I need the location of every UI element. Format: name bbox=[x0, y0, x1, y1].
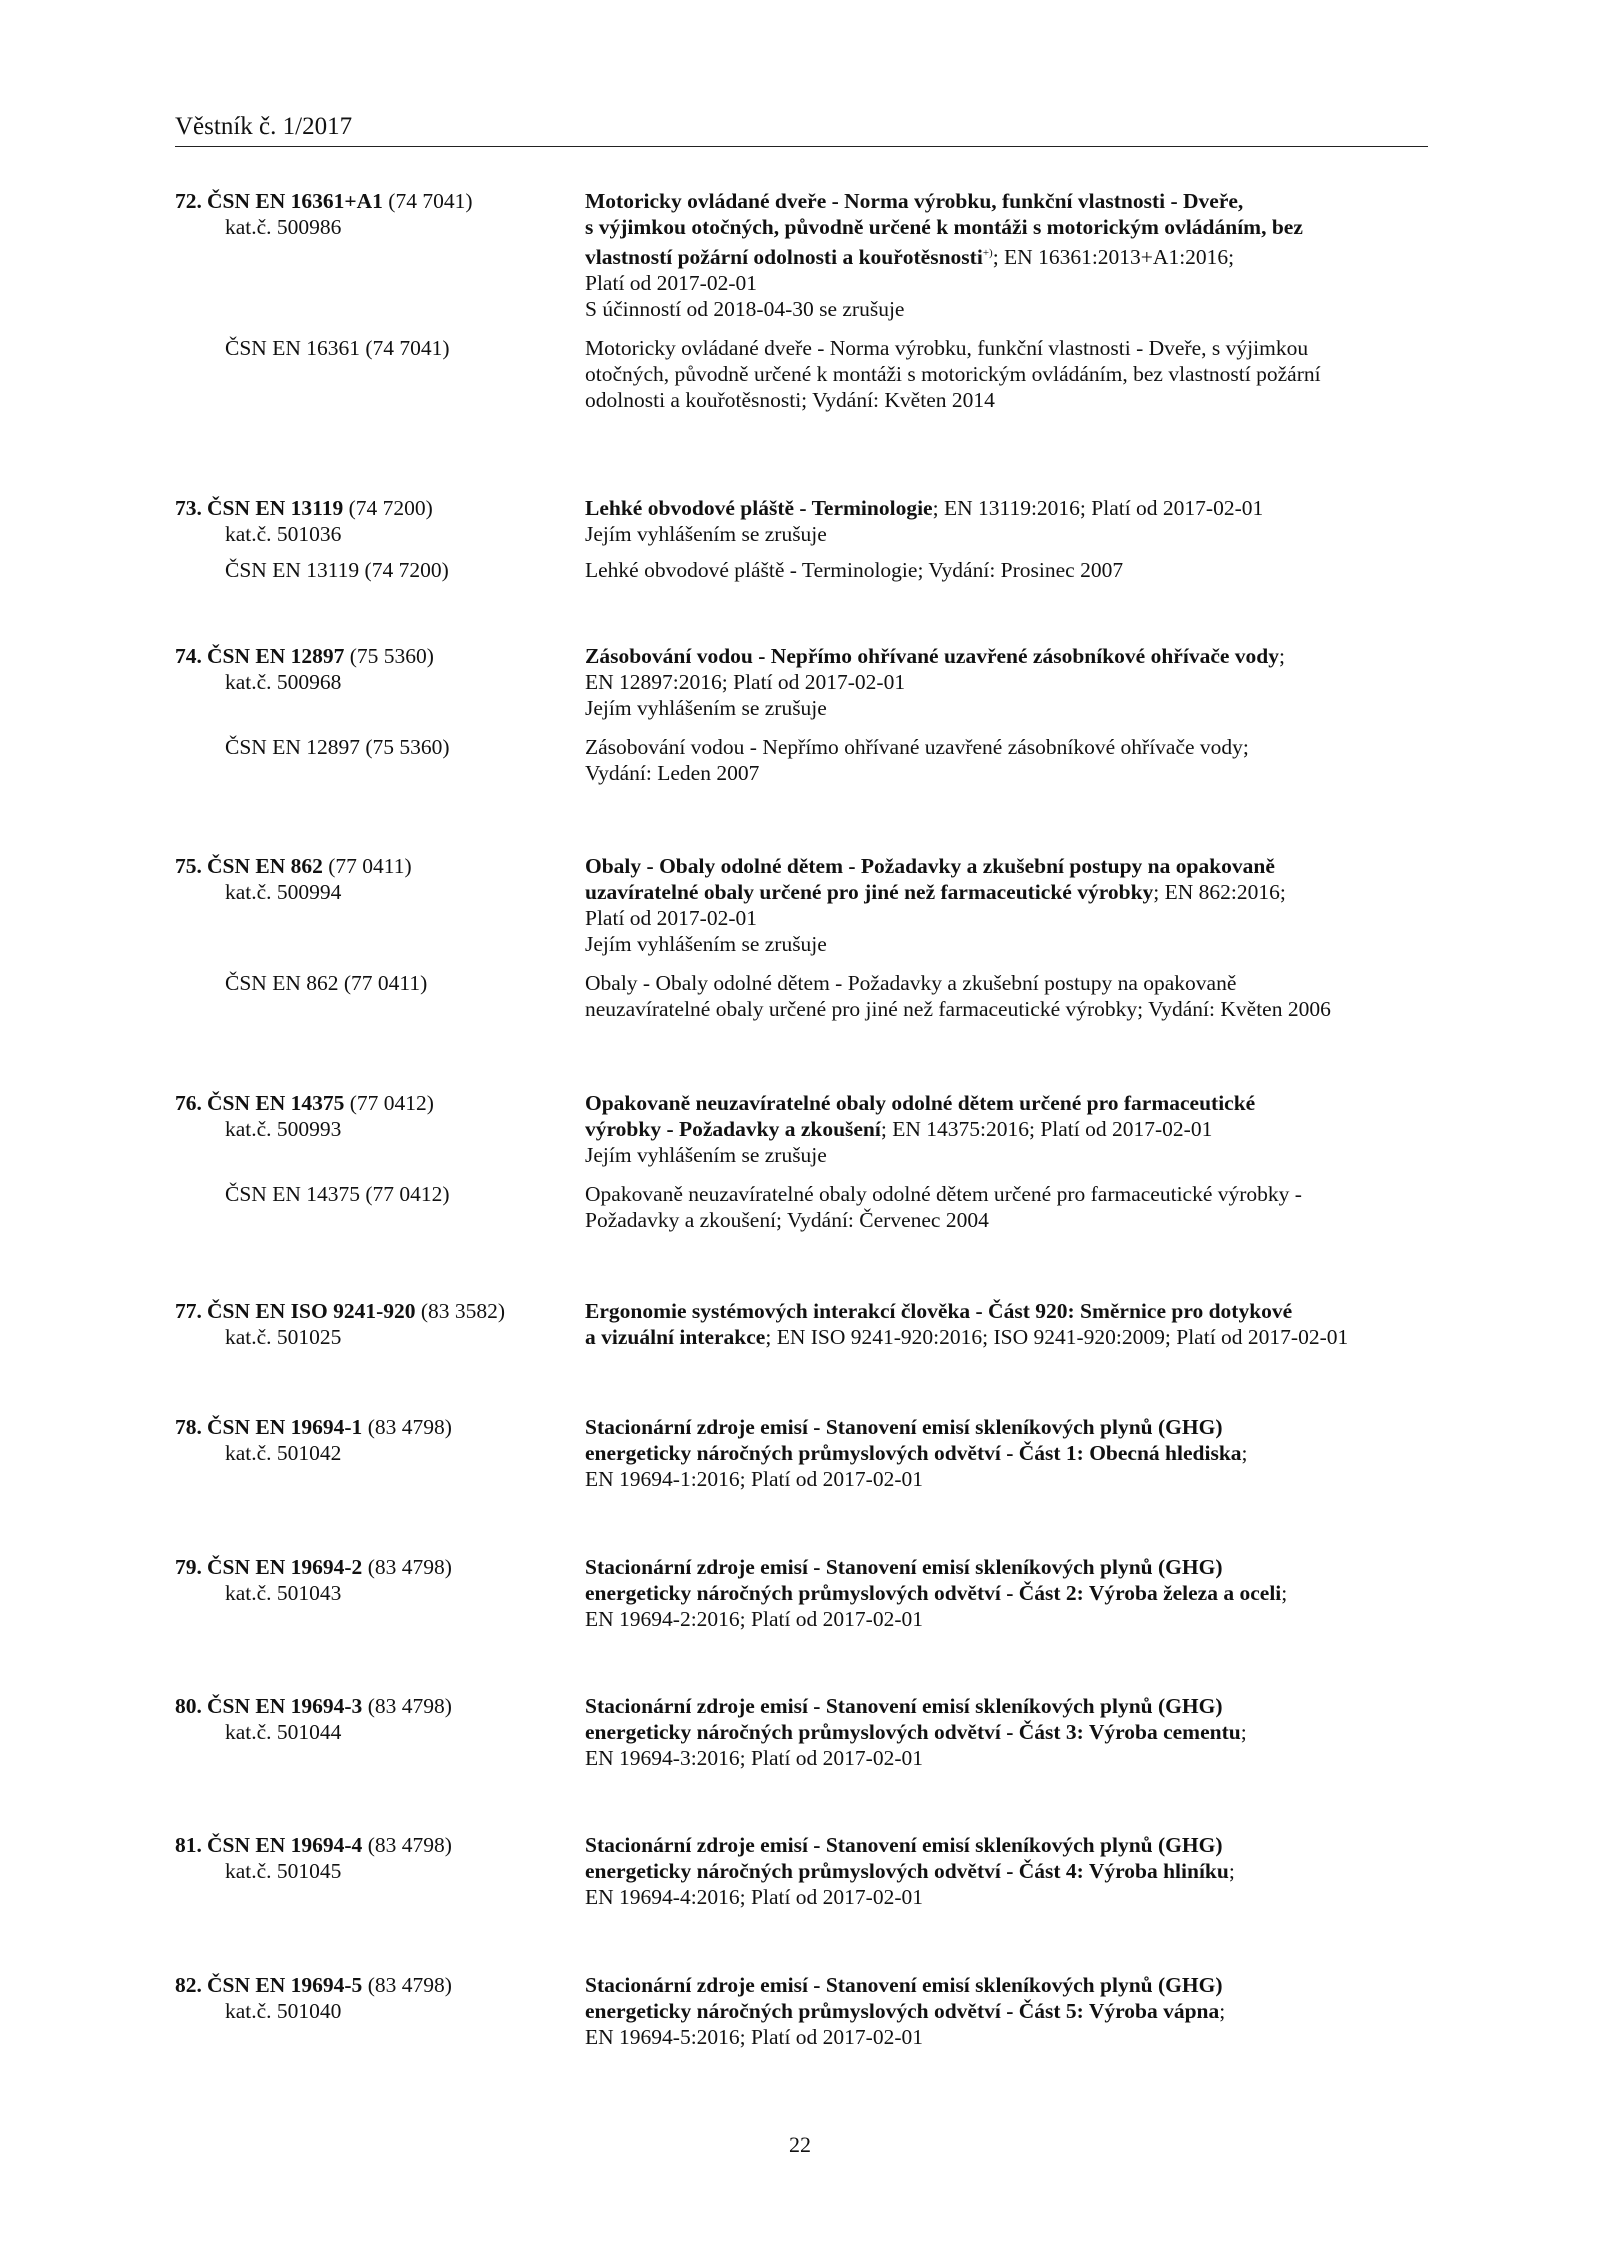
catalog-number: kat.č. 501044 bbox=[225, 1720, 342, 1744]
replaced-standard-title: Vydání: Leden 2007 bbox=[585, 761, 760, 785]
title-line: Obaly - Obaly odolné dětem - Požadavky a zkušební postupy na opakovaně bbox=[585, 854, 1275, 878]
standard-prefix: ČSN EN bbox=[207, 189, 286, 213]
title-tail: ; EN ISO 9241-920:2016; ISO 9241-920:2009; Platí od 2017-02-01 bbox=[765, 1325, 1349, 1349]
validity-line: EN 19694-4:2016; Platí od 2017-02-01 bbox=[585, 1885, 924, 1909]
replaced-standard-title: otočných, původně určené k montáži s motorickým ovládáním, bez vlastností požární bbox=[585, 362, 1321, 387]
validity-line: EN 12897:2016; Platí od 2017-02-01 bbox=[585, 670, 906, 694]
cancellation-line: Jejím vyhlášením se zrušuje bbox=[585, 1143, 827, 1167]
class-code: (83 4798) bbox=[367, 1415, 452, 1439]
cancellation-line: Jejím vyhlášením se zrušuje bbox=[585, 522, 827, 546]
entry-number: 75. bbox=[175, 854, 202, 878]
title-tail: ; bbox=[1228, 1859, 1235, 1883]
standard-entry-81 bbox=[175, 1832, 1428, 1910]
entry-number: 77. bbox=[175, 1299, 202, 1323]
class-code: (83 4798) bbox=[367, 1694, 452, 1718]
title-tail: ; EN 13119:2016; Platí od 2017-02-01 bbox=[932, 496, 1264, 520]
standard-prefix: ČSN EN bbox=[207, 1555, 286, 1579]
validity-line: EN 19694-1:2016; Platí od 2017-02-01 bbox=[585, 1467, 924, 1491]
replaced-standard-title: Požadavky a zkoušení; Vydání: Červenec 2004 bbox=[585, 1208, 989, 1232]
replaced-standard-code: ČSN EN 14375 (77 0412) bbox=[225, 1182, 450, 1206]
catalog-number: kat.č. 500968 bbox=[225, 670, 342, 694]
standard-number: 19694-4 bbox=[290, 1833, 363, 1857]
entry-number: 80. bbox=[175, 1694, 202, 1718]
standard-entry-74 bbox=[175, 643, 1428, 786]
title-line: Stacionární zdroje emisí - Stanovení emisí skleníkových plynů (GHG) bbox=[585, 1833, 1223, 1857]
title-line: Stacionární zdroje emisí - Stanovení emisí skleníkových plynů (GHG) bbox=[585, 1694, 1223, 1718]
catalog-number: kat.č. 501042 bbox=[225, 1441, 342, 1465]
standard-prefix: ČSN EN bbox=[207, 1415, 286, 1439]
standard-prefix: ČSN EN bbox=[207, 1694, 286, 1718]
class-code: (75 5360) bbox=[349, 644, 434, 668]
standard-prefix: ČSN EN bbox=[207, 496, 286, 520]
catalog-number: kat.č. 500986 bbox=[225, 215, 342, 239]
catalog-number: kat.č. 500994 bbox=[225, 880, 342, 904]
title-line: Opakovaně neuzavíratelné obaly odolné dětem určené pro farmaceutické bbox=[585, 1091, 1256, 1115]
validity-line: EN 19694-3:2016; Platí od 2017-02-01 bbox=[585, 1746, 924, 1770]
standard-entry-80 bbox=[175, 1693, 1428, 1771]
replaced-standard-code: ČSN EN 13119 (74 7200) bbox=[225, 558, 449, 582]
title-line: Zásobování vodou - Nepřímo ohřívané uzavřené zásobníkové ohřívače vody bbox=[585, 644, 1279, 668]
replaced-standard-title: odolnosti a kouřotěsnosti; Vydání: Květen 2014 bbox=[585, 388, 995, 413]
standard-entry-75 bbox=[175, 853, 1428, 1022]
standard-entry-82 bbox=[175, 1972, 1428, 2050]
standard-entry-77 bbox=[175, 1298, 1428, 1350]
entry-number: 72. bbox=[175, 189, 202, 213]
title-line: Stacionární zdroje emisí - Stanovení emisí skleníkových plynů (GHG) bbox=[585, 1973, 1223, 1997]
title-tail: ; bbox=[1281, 1581, 1288, 1605]
replaced-standard-title: Motoricky ovládané dveře - Norma výrobku, funkční vlastnosti - Dveře, s výjimkou bbox=[585, 336, 1309, 361]
title-tail: ; EN 16361:2013+A1:2016; bbox=[992, 245, 1235, 270]
title-line: a vizuální interakce bbox=[585, 1325, 766, 1349]
replaced-standard-title: Opakovaně neuzavíratelné obaly odolné dětem určené pro farmaceutické výrobky - bbox=[585, 1182, 1302, 1206]
page-number: 22 bbox=[789, 2132, 811, 2157]
title-line: výrobky - Požadavky a zkoušení bbox=[585, 1117, 881, 1141]
catalog-number: kat.č. 500993 bbox=[225, 1117, 342, 1141]
standard-number: ISO 9241-920 bbox=[290, 1299, 416, 1323]
title-line: energeticky náročných průmyslových odvětví - Část 1: Obecná hlediska bbox=[585, 1441, 1242, 1465]
standard-prefix: ČSN EN bbox=[207, 644, 286, 668]
title-line: Stacionární zdroje emisí - Stanovení emisí skleníkových plynů (GHG) bbox=[585, 1555, 1223, 1579]
standard-prefix: ČSN EN bbox=[207, 1091, 286, 1115]
title-line: Ergonomie systémových interakcí člověka - Část 920: Směrnice pro dotykové bbox=[585, 1299, 1293, 1323]
standard-number: 862 bbox=[290, 854, 323, 878]
entry-number: 79. bbox=[175, 1555, 202, 1579]
catalog-number: kat.č. 501043 bbox=[225, 1581, 342, 1605]
title-line: uzavíratelné obaly určené pro jiné než farmaceutické výrobky bbox=[585, 880, 1154, 904]
entry-number: 76. bbox=[175, 1091, 202, 1115]
validity-line: Platí od 2017-02-01 bbox=[585, 906, 757, 930]
entry-number: 73. bbox=[175, 496, 202, 520]
catalog-number: kat.č. 501045 bbox=[225, 1859, 342, 1883]
entry-number: 78. bbox=[175, 1415, 202, 1439]
class-code: (74 7200) bbox=[348, 496, 433, 520]
catalog-number: kat.č. 501025 bbox=[225, 1325, 342, 1349]
cancellation-line: Jejím vyhlášením se zrušuje bbox=[585, 932, 827, 956]
entry-number: 74. bbox=[175, 644, 202, 668]
standard-prefix: ČSN EN bbox=[207, 1833, 286, 1857]
title-line: Lehké obvodové pláště - Terminologie bbox=[585, 496, 933, 520]
standard-number: 19694-2 bbox=[290, 1555, 363, 1579]
replaced-standard-title: Zásobování vodou - Nepřímo ohřívané uzavřené zásobníkové ohřívače vody; bbox=[585, 735, 1249, 759]
class-code: (74 7041) bbox=[388, 189, 473, 213]
replaced-standard-code: ČSN EN 12897 (75 5360) bbox=[225, 735, 450, 759]
standard-entry-73 bbox=[175, 495, 1428, 583]
title-tail: ; EN 862:2016; bbox=[1153, 880, 1286, 904]
entry-number: 81. bbox=[175, 1833, 202, 1857]
standard-prefix: ČSN EN bbox=[207, 854, 286, 878]
standard-entry-76 bbox=[175, 1090, 1428, 1233]
standard-number: 19694-1 bbox=[290, 1415, 363, 1439]
standard-prefix: ČSN EN bbox=[207, 1299, 286, 1323]
catalog-number: kat.č. 501040 bbox=[225, 1999, 342, 2023]
validity-line: EN 19694-5:2016; Platí od 2017-02-01 bbox=[585, 2025, 924, 2049]
standard-number: 19694-3 bbox=[290, 1694, 363, 1718]
title-tail: ; bbox=[1240, 1720, 1247, 1744]
validity-line: Platí od 2017-02-01 bbox=[585, 271, 757, 296]
title-line: vlastností požární odolnosti a kouřotěsnosti bbox=[585, 245, 983, 270]
cancellation-line: Jejím vyhlášením se zrušuje bbox=[585, 696, 827, 720]
title-tail: ; EN 14375:2016; Platí od 2017-02-01 bbox=[880, 1117, 1213, 1141]
standard-entry-72 bbox=[175, 188, 1428, 413]
class-code: (77 0412) bbox=[349, 1091, 434, 1115]
cancellation-line: S účinností od 2018-04-30 se zrušuje bbox=[585, 297, 905, 322]
journal-title: Věstník č. 1/2017 bbox=[175, 113, 353, 140]
catalog-number: kat.č. 501036 bbox=[225, 522, 342, 546]
title-line: Motoricky ovládané dveře - Norma výrobku, funkční vlastnosti - Dveře, bbox=[585, 189, 1244, 213]
title-line: Stacionární zdroje emisí - Stanovení emisí skleníkových plynů (GHG) bbox=[585, 1415, 1223, 1439]
standard-prefix: ČSN EN bbox=[207, 1973, 286, 1997]
standard-number: 12897 bbox=[290, 644, 345, 668]
replaced-standard-title: neuzavíratelné obaly určené pro jiné než farmaceutické výrobky; Vydání: Květen 2006 bbox=[585, 997, 1331, 1021]
validity-line: EN 19694-2:2016; Platí od 2017-02-01 bbox=[585, 1607, 924, 1631]
title-line: energeticky náročných průmyslových odvětví - Část 3: Výroba cementu bbox=[585, 1720, 1241, 1744]
class-code: (77 0411) bbox=[328, 854, 412, 878]
title-tail: ; bbox=[1241, 1441, 1248, 1465]
title-line: energeticky náročných průmyslových odvětví - Část 4: Výroba hliníku bbox=[585, 1859, 1229, 1883]
entry-number: 82. bbox=[175, 1973, 202, 1997]
replaced-standard-title: Lehké obvodové pláště - Terminologie; Vydání: Prosinec 2007 bbox=[585, 558, 1124, 582]
title-tail: ; bbox=[1279, 644, 1285, 668]
title-line: energeticky náročných průmyslových odvětví - Část 5: Výroba vápna bbox=[585, 1999, 1220, 2023]
class-code: (83 3582) bbox=[420, 1299, 506, 1323]
class-code: (83 4798) bbox=[367, 1833, 452, 1857]
standard-number: 14375 bbox=[290, 1091, 345, 1115]
standard-number: 16361+A1 bbox=[290, 189, 383, 213]
replaced-standard-code: ČSN EN 862 (77 0411) bbox=[225, 971, 428, 995]
footnote-mark: +) bbox=[982, 247, 993, 259]
class-code: (83 4798) bbox=[367, 1973, 452, 1997]
replaced-standard-code: ČSN EN 16361 (74 7041) bbox=[225, 336, 450, 361]
replaced-standard-title: Obaly - Obaly odolné dětem - Požadavky a zkušební postupy na opakovaně bbox=[585, 971, 1237, 995]
page-header bbox=[175, 112, 1428, 147]
standard-number: 13119 bbox=[290, 496, 344, 520]
class-code: (83 4798) bbox=[367, 1555, 452, 1579]
title-line: energeticky náročných průmyslových odvětví - Část 2: Výroba železa a oceli bbox=[585, 1581, 1282, 1605]
title-line: s výjimkou otočných, původně určené k montáži s motorickým ovládáním, bez bbox=[585, 215, 1303, 239]
standard-entry-79 bbox=[175, 1554, 1428, 1632]
title-tail: ; bbox=[1219, 1999, 1226, 2023]
standard-number: 19694-5 bbox=[290, 1973, 363, 1997]
standard-entry-78 bbox=[175, 1414, 1428, 1492]
